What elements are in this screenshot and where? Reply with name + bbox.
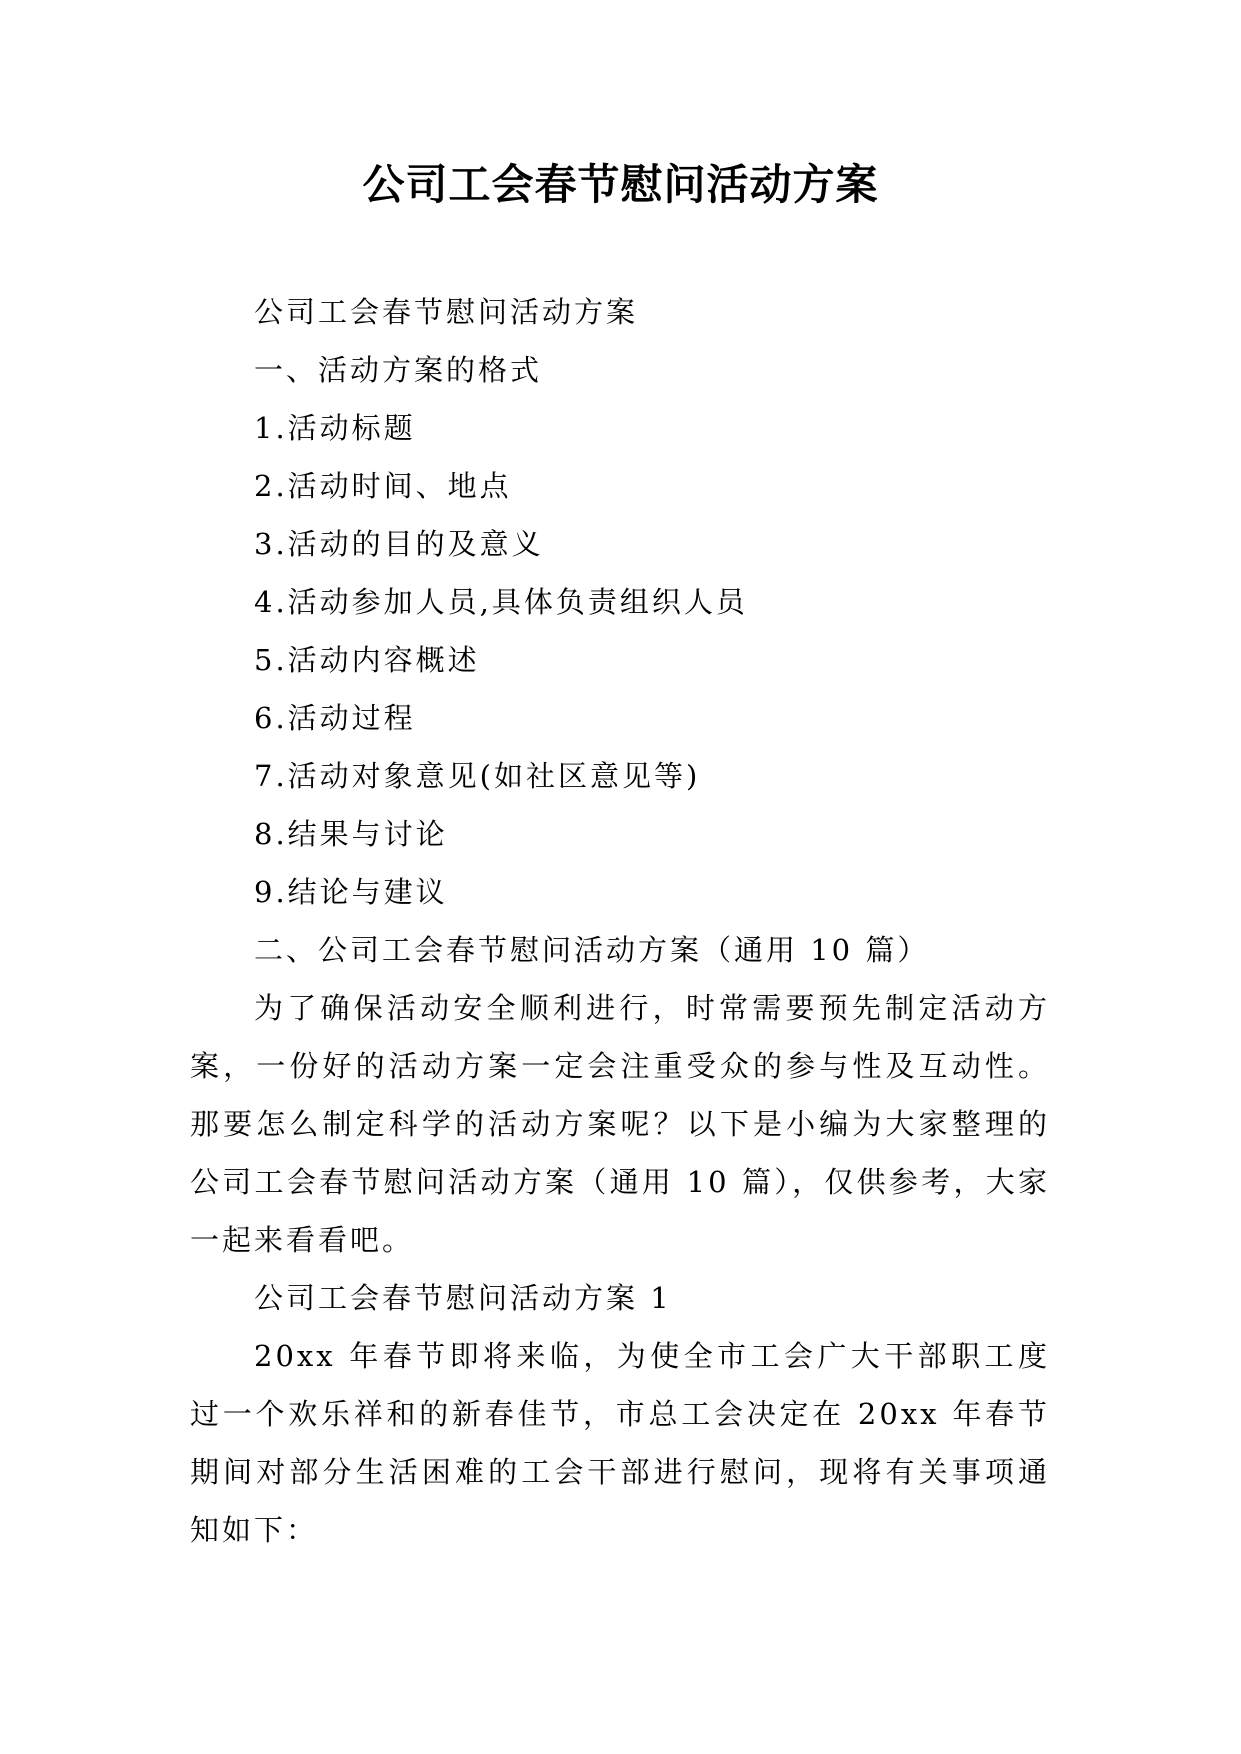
document-title: 公司工会春节慰问活动方案 <box>362 160 879 209</box>
document-body <box>190 283 1050 1559</box>
list-item: 8.结果与讨论 <box>254 817 448 851</box>
list-item: 3.活动的目的及意义 <box>254 527 544 561</box>
list-item: 1.活动标题 <box>254 411 416 445</box>
notice-paragraph: 20xx 年春节即将来临，为使全市工会广大干部职工度过一个欢乐祥和的新春佳节，市总工会决定在 20xx 年春节期间对部分生活困难的工会干部进行慰问，现将有关事项通知如下： <box>190 1339 1050 1547</box>
section-heading-format: 一、活动方案的格式 <box>254 353 543 387</box>
list-item: 9.结论与建议 <box>254 875 448 909</box>
intro-paragraph: 为了确保活动安全顺利进行，时常需要预先制定活动方案，一份好的活动方案一定会注重受众的参与性及互动性。那要怎么制定科学的活动方案呢？以下是小编为大家整理的公司工会春节慰问活动方案（通用 10 篇），仅供参考，大家一起来看看吧。 <box>190 991 1050 1257</box>
list-item: 4.活动参加人员,具体负责组织人员 <box>254 585 748 619</box>
list-item: 7.活动对象意见(如社区意见等) <box>254 759 701 793</box>
list-item: 2.活动时间、地点 <box>254 469 512 503</box>
section-heading-plans: 二、公司工会春节慰问活动方案（通用 10 篇） <box>254 933 930 967</box>
list-item: 6.活动过程 <box>254 701 416 735</box>
subtitle-line: 公司工会春节慰问活动方案 <box>254 295 639 329</box>
list-item: 5.活动内容概述 <box>254 643 480 677</box>
plan-heading: 公司工会春节慰问活动方案 1 <box>254 1281 672 1315</box>
